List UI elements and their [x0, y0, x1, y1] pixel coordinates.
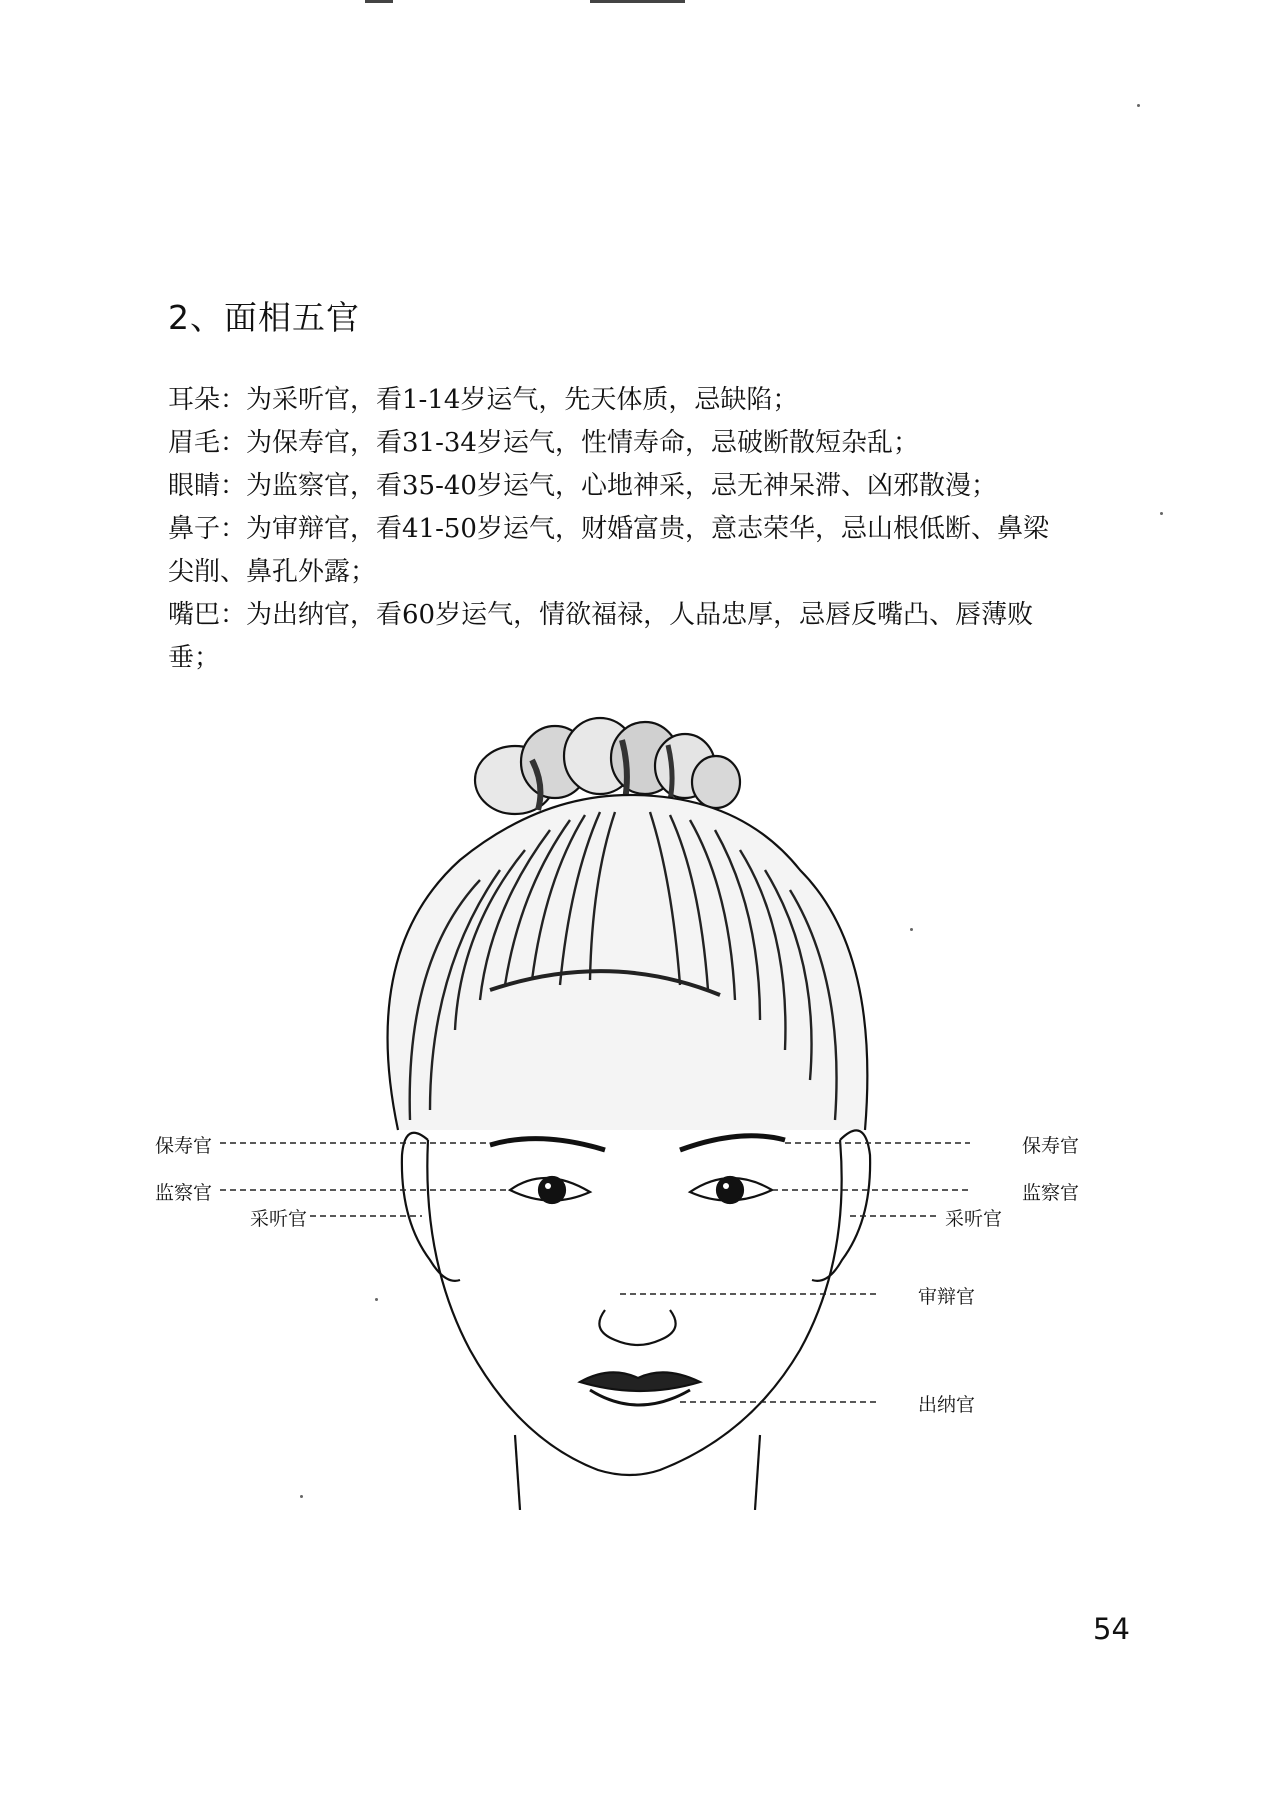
scan-speck	[1137, 104, 1140, 107]
face-outline	[427, 1140, 841, 1475]
paragraph-eyebrows: 眉毛：为保寿官，看31-34岁运气，性情寿命，忌破断散短杂乱；	[168, 428, 919, 458]
head-outline	[388, 795, 868, 1130]
label-left-ear: 采听官	[250, 1208, 308, 1230]
label-right-eye: 监察官	[1022, 1182, 1080, 1204]
label-nose: 审辩官	[918, 1286, 976, 1308]
label-right-brow: 保寿官	[1022, 1135, 1080, 1157]
scan-speck	[1160, 512, 1163, 515]
page-number: 54	[1093, 1612, 1130, 1646]
paragraph-mouth: 嘴巴：为出纳官，看60岁运气，情欲福禄，人品忠厚，忌唇反嘴凸、唇薄败垂；	[168, 600, 1034, 673]
label-left-brow: 保寿官	[155, 1135, 213, 1157]
section-heading: 2、面相五官	[168, 298, 360, 337]
label-left-eye: 监察官	[155, 1182, 213, 1204]
label-mouth: 出纳官	[918, 1394, 976, 1416]
scan-mark	[590, 0, 685, 3]
scan-mark	[365, 0, 393, 3]
label-right-ear: 采听官	[945, 1208, 1003, 1230]
face-drawing	[160, 700, 1120, 1510]
face-illustration	[155, 700, 1120, 1510]
paragraph-eyes: 眼睛：为监察官，看35-40岁运气，心地神采，忌无神呆滞、凶邪散漫；	[168, 471, 997, 501]
paragraph-ears: 耳朵：为采听官，看1-14岁运气，先天体质，忌缺陷；	[168, 385, 799, 415]
paragraph-nose: 鼻子：为审辩官，看41-50岁运气，财婚富贵，意志荣华，忌山根低断、鼻梁尖削、鼻孔外露；	[168, 514, 1049, 587]
